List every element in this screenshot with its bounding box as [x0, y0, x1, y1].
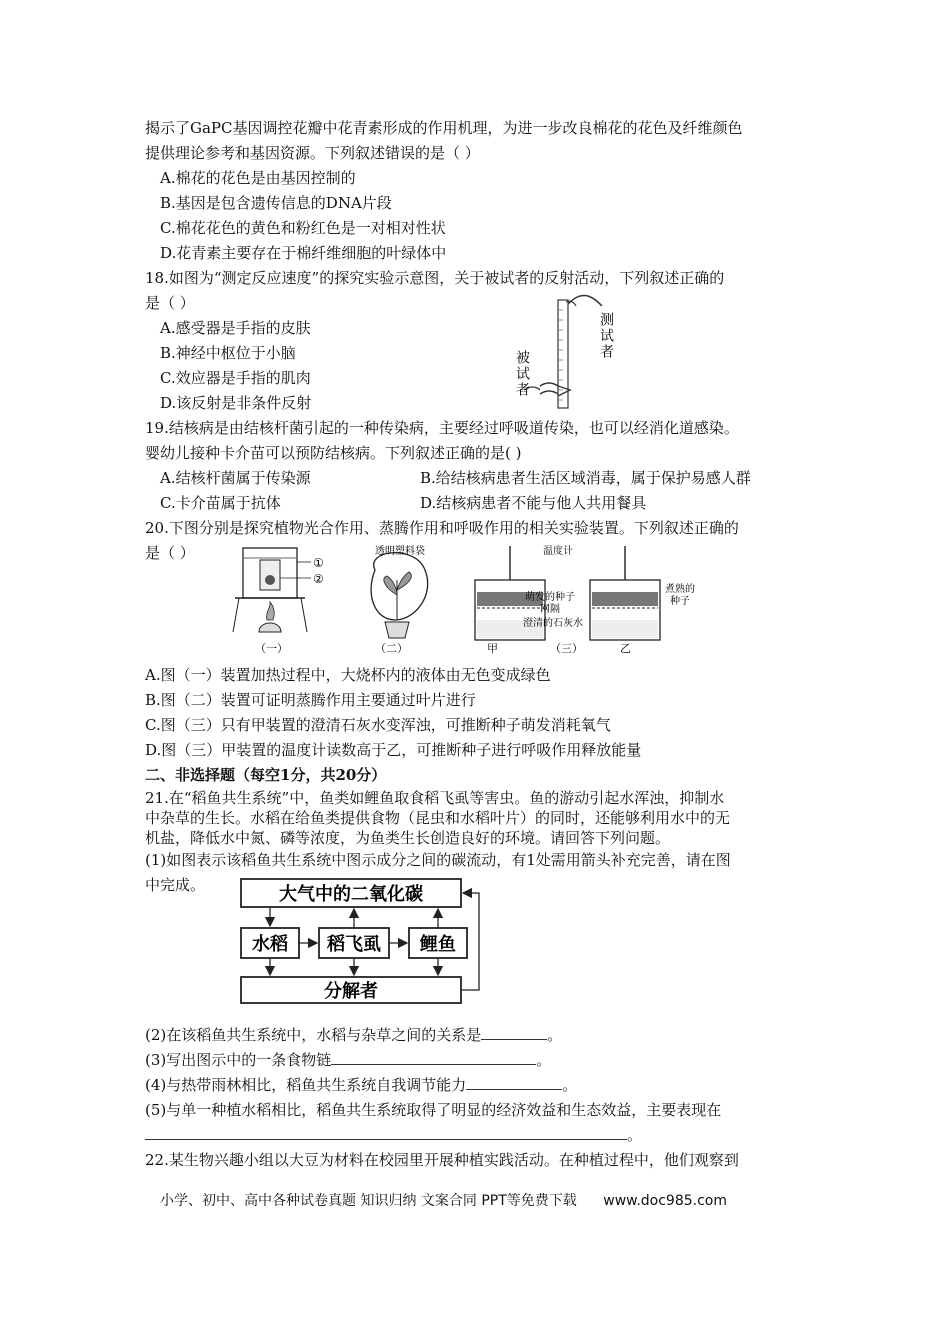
- q22-line1: 22.某生物兴趣小组以大豆为材料在校园里开展种植实践活动。在种植过程中，他们观察到: [145, 1151, 739, 1169]
- q21-part2-answer-blank[interactable]: [481, 1025, 547, 1040]
- q21-part3-answer-blank[interactable]: [331, 1050, 536, 1065]
- decomposer-label: 分解者: [324, 981, 378, 1002]
- q20-stem-line1: 20.下图分别是探究植物光合作用、蒸腾作用和呼吸作用的相关实验装置。下列叙述正确的: [145, 519, 739, 537]
- q20-option-b: B.图（二）装置可证明蒸腾作用主要通过叶片进行: [145, 691, 476, 709]
- q21-part5-line2: [145, 1125, 642, 1145]
- q21-part2-text: (2)在该稻鱼共生系统中，水稻与杂草之间的关系是: [145, 1026, 482, 1044]
- tester-hand-icon: [568, 295, 602, 306]
- fig1-caption: （一）: [255, 642, 288, 655]
- q18-stem-line1: 18.如图为“测定反应速度”的探究实验示意图，关于被试者的反射活动，下列叙述正确的: [145, 269, 725, 287]
- fig3-cooked-label-2: 种子: [670, 596, 690, 607]
- q21-line3: 机盐，降低水中氮、磷等浓度，为鱼类生长创造良好的环境。请回答下列问题。: [145, 829, 671, 847]
- fig3-thermometer-label: 温度计: [543, 546, 573, 557]
- planthopper-label: 稻飞虱: [327, 934, 381, 955]
- q21-part2: [145, 1025, 562, 1045]
- q21-line1: 21.在“稻鱼共生系统”中，鱼类如鲤鱼取食稻飞虱等害虫。鱼的游动引起水浑浊，抑制水: [145, 789, 725, 807]
- q19-option-c: C.卡介苗属于抗体: [160, 494, 281, 512]
- q18-option-d: D.该反射是非条件反射: [160, 394, 312, 412]
- q21-part3-end: 。: [536, 1051, 552, 1069]
- fig3-seeds-label: 萌发的种子: [525, 592, 575, 603]
- fig3-jia: 甲: [487, 642, 498, 655]
- fig2-label: 透明塑料袋: [375, 546, 425, 557]
- q17-option-a: A.棉花的花色是由基因控制的: [160, 169, 356, 187]
- footer-text: 小学、初中、高中各种试卷真题 知识归纳 文案合同 PPT等免费下载: [160, 1193, 577, 1209]
- fig3-yi: 乙: [620, 642, 631, 655]
- q21-part4-end: 。: [562, 1076, 578, 1094]
- q17-stem-line1: 揭示了GaPC基因调控花瓣中花青素形成的作用机理，为进一步改良棉花的花色及纤维颜色: [145, 119, 743, 137]
- reaction-test-figure: [510, 290, 630, 415]
- fig1-marker-2: ②: [313, 572, 324, 586]
- q18-option-b: B.神经中枢位于小脑: [160, 344, 296, 362]
- carbon-flow-diagram: [235, 872, 495, 1007]
- q19-option-a: A.结核杆菌属于传染源: [160, 469, 311, 487]
- carp-label: 鲤鱼: [420, 934, 456, 955]
- fig2-plant-bag: [371, 544, 428, 655]
- fig3-mesh-label: 网隔: [540, 604, 560, 615]
- rice-label: 水稻: [252, 934, 288, 955]
- q21-line2: 中杂草的生长。水稻在给鱼类提供食物（昆虫和水稻叶片）的同时，还能够利用水中的无: [145, 809, 731, 827]
- fig2-caption: （二）: [375, 642, 408, 655]
- q21-part5-end: 。: [627, 1126, 643, 1144]
- q21-part5-line1: (5)与单一种植水稻相比，稻鱼共生系统取得了明显的经济效益和生态效益，主要表现在: [145, 1101, 722, 1119]
- q21-part5-answer-blank[interactable]: [145, 1125, 627, 1140]
- q21-part3-text: (3)写出图示中的一条食物链: [145, 1051, 332, 1069]
- q20-option-c: C.图（三）只有甲装置的澄清石灰水变浑浊，可推断种子萌发消耗氧气: [145, 716, 611, 734]
- fig3-cooked-label: 煮熟的: [665, 584, 695, 595]
- footer-url[interactable]: www.doc985.com: [603, 1193, 727, 1209]
- q19-option-b: B.给结核病患者生活区域消毒，属于保护易感人群: [420, 469, 751, 487]
- q18-stem-line2: 是（ ）: [145, 294, 195, 312]
- q17-option-b: B.基因是包含遗传信息的DNA片段: [160, 194, 392, 212]
- q17-option-d: D.花青素主要存在于棉纤维细胞的叶绿体中: [160, 244, 447, 262]
- q21-part2-end: 。: [547, 1026, 563, 1044]
- section-2-title: 二、非选择题（每空1分，共20分）: [145, 766, 387, 784]
- q20-experiment-figures: [225, 540, 745, 660]
- q17-stem-line2: 提供理论参考和基因资源。下列叙述错误的是（ ）: [145, 144, 480, 162]
- q17-option-c: C.棉花花色的黄色和粉红色是一对相对性状: [160, 219, 446, 237]
- fig3-lime-label: 澄清的石灰水: [523, 618, 583, 629]
- page-footer: [160, 1190, 727, 1210]
- tester-label-1: 测试者: [598, 312, 614, 360]
- q21-part3: [145, 1050, 551, 1070]
- fig1-beaker-apparatus: [233, 548, 324, 655]
- fig3-caption: （三）: [550, 642, 583, 655]
- q19-stem-line1: 19.结核病是由结核杆菌引起的一种传染病，主要经过呼吸道传染，也可以经消化道感染。: [145, 419, 739, 437]
- q21-part4-text: (4)与热带雨林相比，稻鱼共生系统自我调节能力: [145, 1076, 467, 1094]
- q19-stem-line2: 婴幼儿接种卡介苗可以预防结核病。下列叙述正确的是( ): [145, 444, 522, 462]
- q18-option-a: A.感受器是手指的皮肤: [160, 319, 311, 337]
- subject-label: 被试者: [514, 350, 530, 398]
- q21-part4-answer-blank[interactable]: [466, 1075, 562, 1090]
- q18-option-c: C.效应器是手指的肌肉: [160, 369, 311, 387]
- fig3-respiration-jars: [475, 544, 695, 655]
- fig1-marker-1: ①: [313, 556, 324, 570]
- co2-label: 大气中的二氧化碳: [279, 884, 423, 905]
- q20-option-d: D.图（三）甲装置的温度计读数高于乙，可推断种子进行呼吸作用释放能量: [145, 741, 642, 759]
- q21-part1-line2: 中完成。: [145, 876, 206, 894]
- q21-part1-line1: (1)如图表示该稻鱼共生系统中图示成分之间的碳流动，有1处需用箭头补充完善，请在图: [145, 851, 731, 869]
- q20-stem-line2: 是（ ）: [145, 544, 195, 562]
- q20-option-a: A.图（一）装置加热过程中，大烧杯内的液体由无色变成绿色: [145, 666, 551, 684]
- q21-part4: [145, 1075, 577, 1095]
- q19-option-d: D.结核病患者不能与他人共用餐具: [420, 494, 647, 512]
